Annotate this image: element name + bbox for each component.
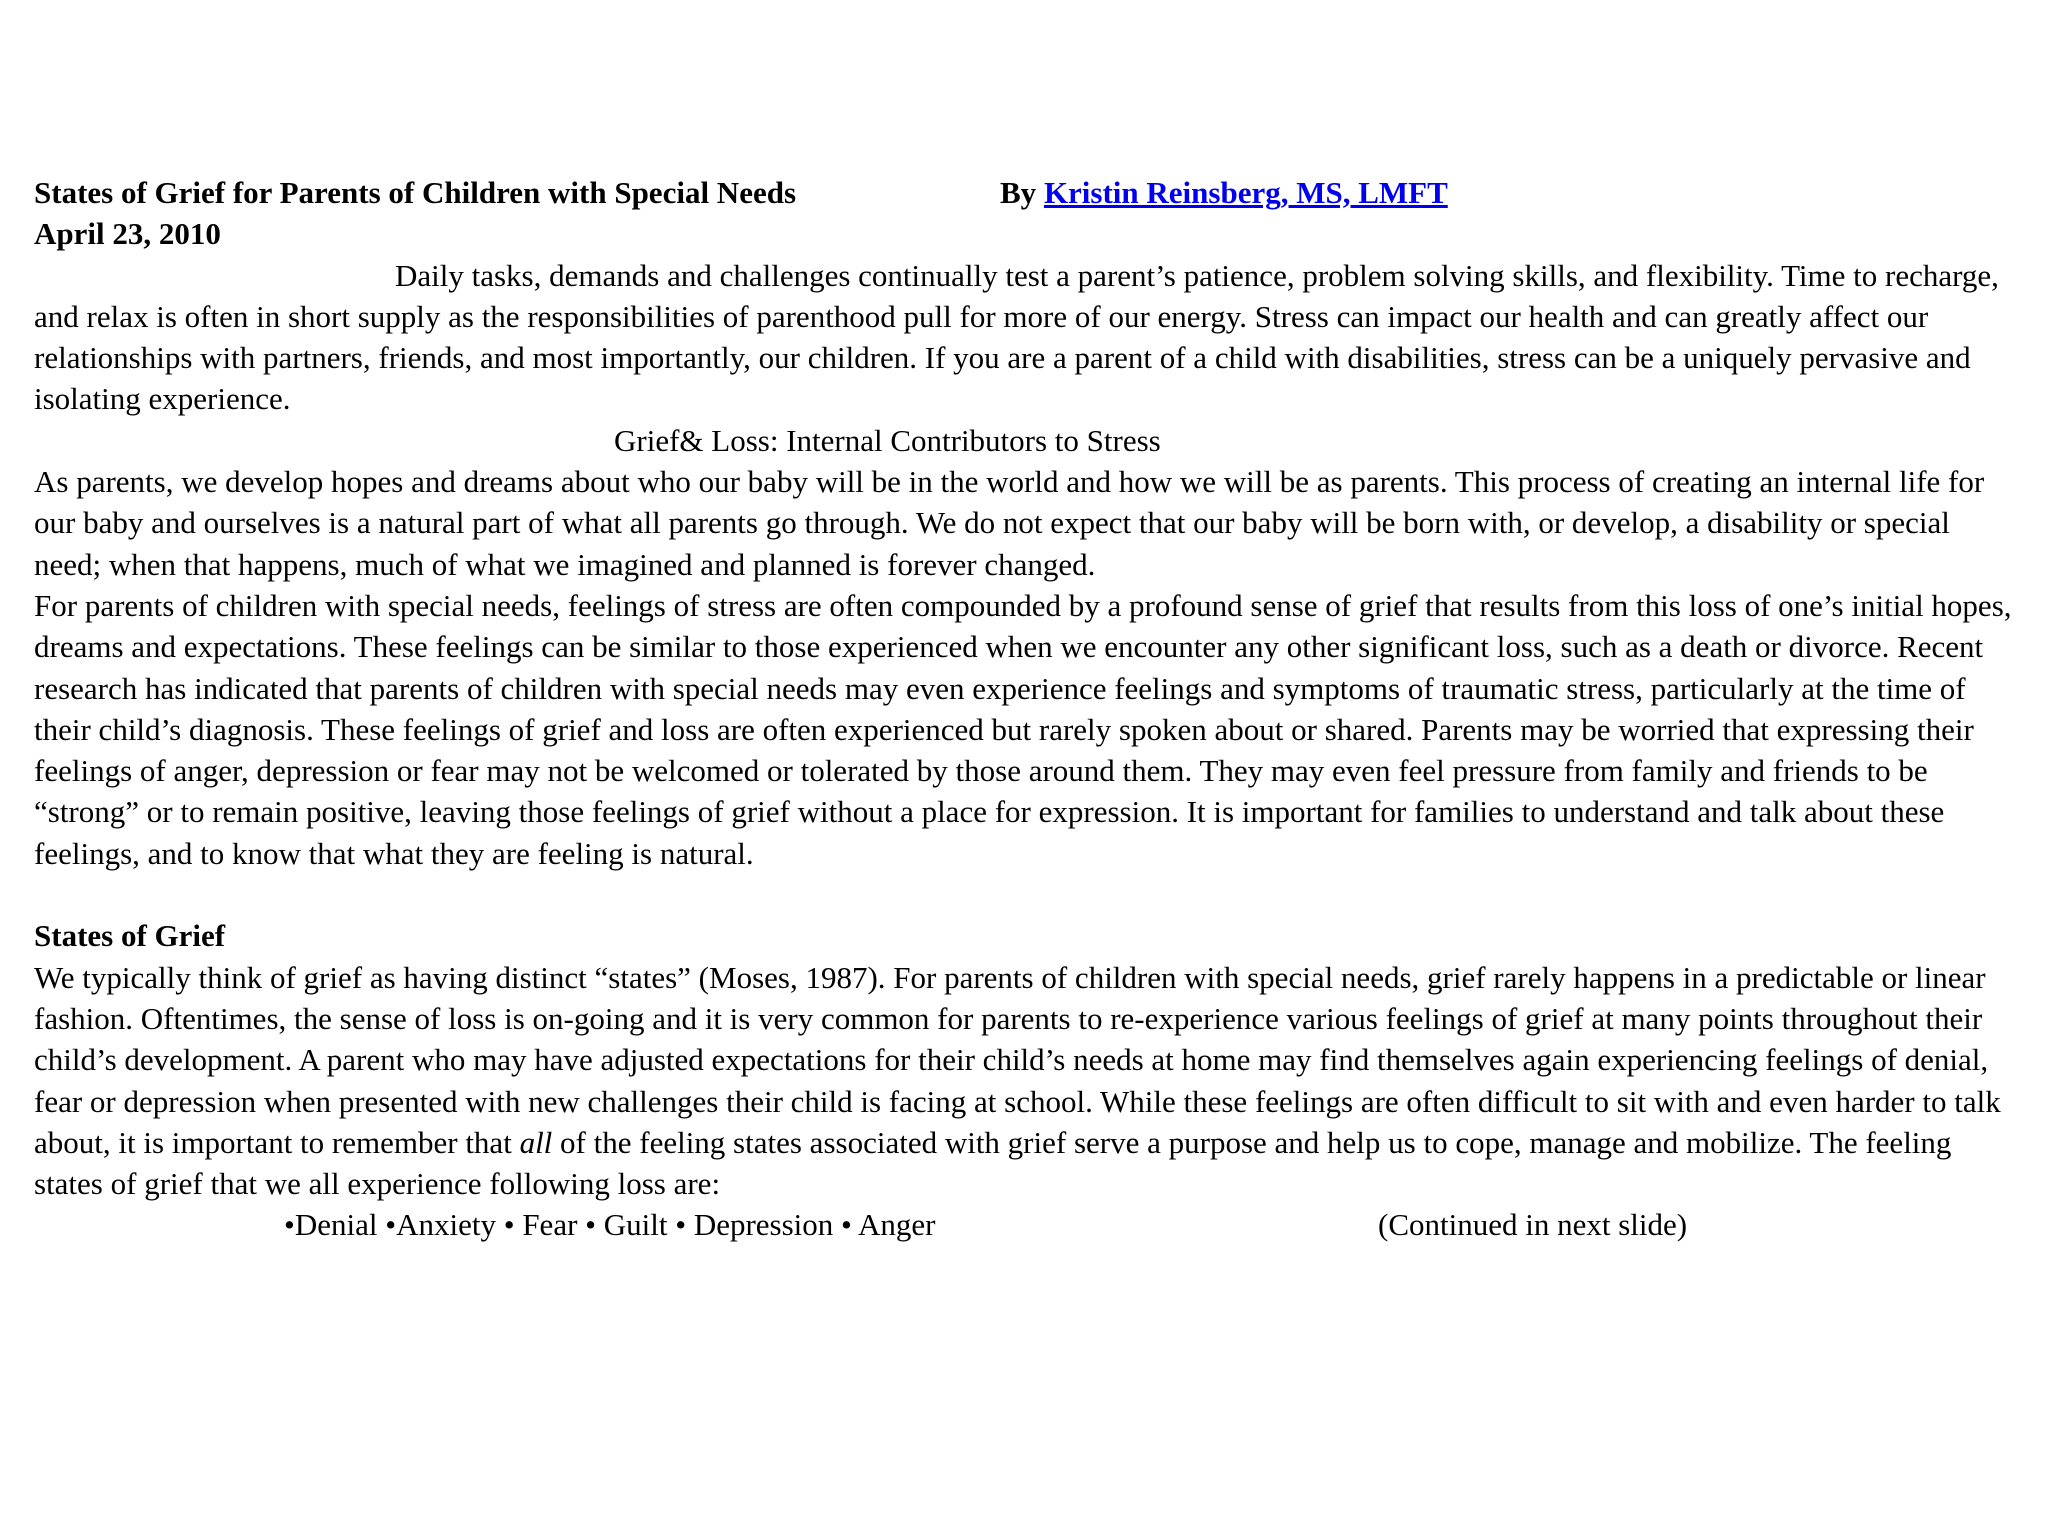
header-row [34,172,2019,213]
emphasis-all: all [519,1124,553,1160]
author-link[interactable]: Kristin Reinsberg, MS, LMFT [1043,175,1448,210]
paragraph-hopes-dreams: As parents, we develop hopes and dreams about who our baby will be in the world and how we will be as parents. This process of creating an internal life for our baby and ourselves is a natural part of what all parents go through. We do not expect that our baby will be born with, or develop, a disability or special need; when that happens, much of what we imagined and planned is forever changed. [34,464,1985,582]
grief-states-list: •Denial •Anxiety • Fear • Guilt • Depression • Anger [284,1207,936,1243]
section-heading-grief-loss: Grief& Loss: Internal Contributors to Stress [614,422,1161,458]
intro-paragraph: Daily tasks, demands and challenges continually test a parent’s patience, problem solving skills, and flexibility. Time to recharge, and relax is often in short supply as the responsibilities of parenthood pull for more of our energy. Stress can impact our health and can greatly affect our relationships with partners, friends, and most importantly, our children. If you are a parent of a child with disabilities, stress can be a uniquely pervasive and isolating experience. [34,257,1999,417]
article-title: States of Grief for Parents of Children with Special Needs [34,175,797,210]
paragraph-states-text-2: of the feeling states associated with grief serve a purpose and help us to cope, manage and mobilize. The feeling states of grief that we all experience following loss are: [34,1124,1952,1202]
article-body [34,172,2019,1246]
byline [1000,172,1448,213]
by-label: By [1000,175,1037,210]
paragraph-states [34,957,2019,1205]
continued-note: (Continued in next slide) [1378,1207,1688,1243]
section-heading-states-of-grief: States of Grief [34,918,226,954]
bullets-row [34,1204,2019,1245]
paragraph-stress-grief: For parents of children with special needs, feelings of stress are often compounded by a profound sense of grief that results from this loss of one’s initial hopes, dreams and expectations. These feelings can be similar to those experienced when we encounter any other significant loss, such as a death or divorce. Recent research has indicated that parents of children with special needs may even experience feelings and symptoms of traumatic stress, particularly at the time of their child’s diagnosis. These feelings of grief and loss are often experienced but rarely spoken about or shared. Parents may be worried that expressing their feelings of anger, depression or fear may not be welcomed or tolerated by those around them. They may even feel pressure from family and friends to be “strong” or to remain positive, leaving those feelings of grief without a place for expression. It is important for families to understand and talk about these feelings, and to know that what they are feeling is natural. [34,587,2012,871]
paragraph-states-text-1: We typically think of grief as having distinct “states” (Moses, 1987). For parents of children with special needs, grief rarely happens in a predictable or linear fashion. Oftentimes, the sense of loss is on-going and it is very common for parents to re-experience various feelings of grief at many points throughout their child’s development. A parent who may have adjusted expectations for their child’s needs at home may find themselves again experiencing feelings of denial, fear or depression when presented with new challenges their child is facing at school. While these feelings are often difficult to sit with and even harder to talk about, it is important to remember that [34,959,2001,1160]
article-date: April 23, 2010 [34,216,221,252]
spacer [34,874,2019,915]
